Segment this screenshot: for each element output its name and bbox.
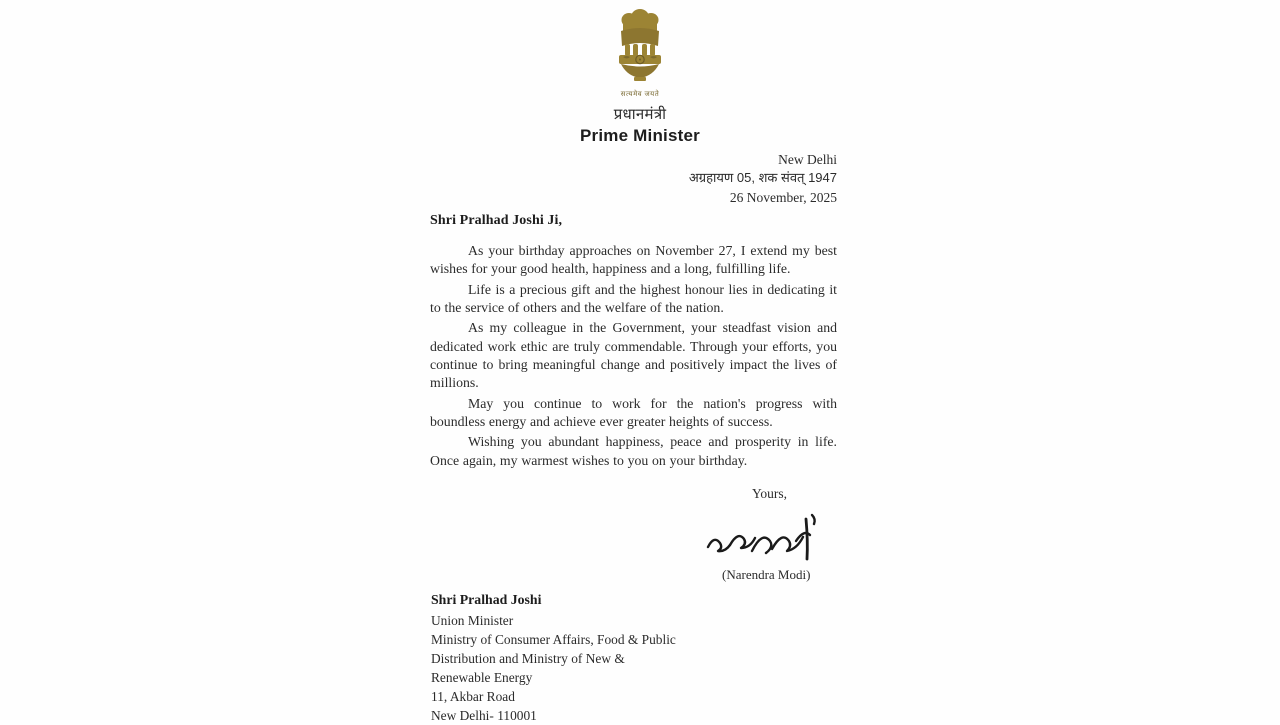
signed-name: (Narendra Modi) (722, 567, 811, 582)
place-line: New Delhi (778, 152, 837, 167)
paragraph: May you continue to work for the nation's progress with boundless energy and achieve ever greater heights of success. (430, 395, 837, 430)
addressee-line: Distribution and Ministry of New & (431, 650, 625, 666)
salutation: Shri Pralhad Joshi Ji, (430, 213, 563, 228)
paragraph: As your birthday approaches on November 27, I extend my best wishes for your good health, happiness and a long, fulfilling life. (430, 243, 837, 277)
closing-yours: Yours, (752, 486, 788, 501)
letter-body (430, 213, 837, 472)
letterhead-title-english: Prime Minister (580, 126, 700, 145)
addressee-block (431, 590, 676, 725)
letterhead-title-hindi: प्रधानमंत्री (613, 106, 667, 123)
date-block (689, 150, 837, 207)
india-national-emblem-icon (609, 6, 671, 94)
addressee-name: Shri Pralhad Joshi (431, 592, 542, 607)
letterhead (0, 106, 1280, 146)
emblem-block (0, 6, 1280, 99)
addressee-line: 11, Akbar Road (431, 688, 515, 704)
paragraph: Life is a precious gift and the highest honour lies in dedicating it to the service of others and the welfare of the nation. (430, 281, 837, 316)
emblem-motto: सत्यमेव जयते (620, 90, 660, 98)
paragraph: Wishing you abundant happiness, peace and prosperity in life. Once again, my warmest wishes to you on your birthday. (430, 434, 837, 468)
handwritten-signature-icon (700, 505, 840, 567)
addressee-line: Ministry of Consumer Affairs, Food & Public (431, 631, 676, 647)
addressee-line: Renewable Energy (431, 669, 533, 685)
paragraph: As my colleague in the Government, your steadfast vision and dedicated work ethic are truly commendable. Through your efforts, you continue to bring meaningful change and positively impact the lives of millions. (430, 320, 837, 391)
addressee-line: Union Minister (431, 612, 514, 628)
date-hindi-line: अग्रहायण 05, शक संवत् 1947 (688, 170, 837, 186)
addressee-line: New Delhi- 110001 (431, 707, 537, 723)
date-english-line: 26 November, 2025 (729, 189, 837, 205)
